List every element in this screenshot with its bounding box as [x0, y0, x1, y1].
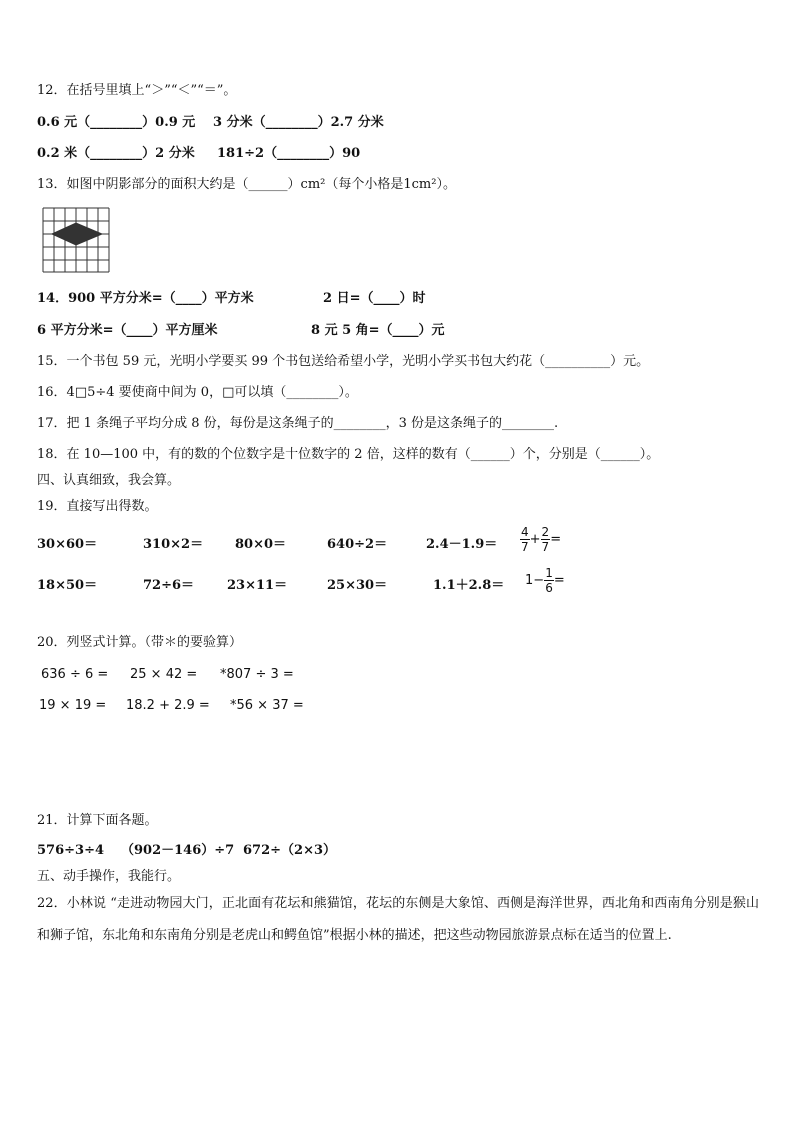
q21-item: （902－146）÷7	[121, 843, 235, 858]
q19-fraction-2	[525, 566, 565, 606]
q20-item: *56 × 37 =	[230, 698, 304, 713]
q21-title: 21．计算下面各题。	[37, 813, 158, 828]
section4-title: 四、认真细致，我会算。	[37, 473, 181, 488]
q12-row1b: 3 分米（________）2.7 分米	[213, 115, 384, 130]
q19-row2	[37, 577, 777, 617]
q15-text: 15．一个书包 59 元，光明小学要买 99 个书包送给希望小学，光明小学买书包大约花（__________）元。	[37, 354, 650, 369]
q19-title: 19．直接写出得数。	[37, 499, 158, 514]
q12-title: 12．在括号里填上“＞”“＜”“＝”。	[37, 83, 237, 98]
q12-row2a: 0.2 米（________）2 分米	[37, 146, 195, 161]
q21-item: 576÷3÷4	[37, 843, 105, 858]
q20-row2	[37, 697, 777, 737]
q14-row2b: 8 元 5 角=（____）元	[311, 323, 445, 338]
q19-item: 80×0＝	[235, 537, 287, 552]
q12-row2b: 181÷2（________）90	[217, 146, 361, 161]
frac-eq: =	[550, 532, 562, 547]
frac-eq: =	[553, 573, 565, 588]
q20-item: *807 ÷ 3 =	[220, 667, 294, 682]
q20-item: 25 × 42 =	[130, 667, 198, 682]
q19-item: 310×2＝	[143, 537, 204, 552]
q19-item: 72÷6＝	[143, 578, 195, 593]
q14-row1b: 2 日=（____）时	[323, 291, 426, 306]
q14-row1a: 14．900 平方分米=（____）平方米	[37, 291, 254, 306]
q21-item: 672÷（2×3）	[243, 843, 337, 858]
q22-text: 22．小林说 “走进动物园大门，正北面有花坛和熊猫馆，花坛的东侧是大象馆、西侧是海洋世界，西北角和西南角分别是猴山和狮子馆，东北角和东南角分别是老虎山和鳄鱼馆”根据小林的描述，把这些动物园旅游景点标在适当的位置上.	[37, 896, 759, 943]
q14-row2a: 6 平方分米=（____）平方厘米	[37, 323, 218, 338]
frac-numerator: 2	[541, 525, 550, 539]
q18-text: 18．在 10—100 中，有的数的个位数字是十位数字的 2 倍，这样的数有（______）个，分别是（______）。	[37, 447, 660, 462]
shaded-diamond	[52, 223, 102, 245]
section5-title: 五、动手操作，我能行。	[37, 869, 181, 884]
frac-denominator: 6	[545, 581, 553, 595]
q19-item: 1.1＋2.8＝	[433, 578, 505, 593]
frac-numerator: 4	[521, 525, 529, 539]
frac-whole: 1	[525, 573, 534, 588]
q19-item: 23×11＝	[227, 578, 288, 593]
frac-op: −	[533, 573, 545, 588]
q20-item: 19 × 19 =	[39, 698, 107, 713]
frac-denominator: 7	[521, 540, 529, 554]
q19-item: 25×30＝	[327, 578, 388, 593]
q19-row1	[37, 536, 777, 576]
frac-numerator: 1	[545, 566, 553, 580]
frac-op: +	[529, 532, 541, 547]
q19-item: 2.4－1.9＝	[426, 537, 498, 552]
q13-title: 13．如图中阴影部分的面积大约是（______）cm²（每个小格是1cm²）。	[37, 177, 456, 192]
q20-item: 18.2 + 2.9 =	[126, 698, 210, 713]
q19-item: 30×60＝	[37, 537, 98, 552]
q16-text: 16．4□5÷4 要使商中间为 0，□可以填（________）。	[37, 385, 358, 400]
q20-item: 636 ÷ 6 =	[41, 667, 109, 682]
q12-row1a: 0.6 元（________）0.9 元	[37, 115, 196, 130]
q17-text: 17．把 1 条绳子平均分成 8 份，每份是这条绳子的________，3 份是这条绳子的________.	[37, 416, 559, 431]
grid-figure	[42, 207, 110, 273]
q19-item: 18×50＝	[37, 578, 98, 593]
q20-title: 20．列竖式计算。（带＊的要验算）	[37, 635, 243, 650]
q19-fraction-1	[520, 525, 561, 565]
frac-denominator: 7	[541, 540, 550, 554]
q19-item: 640÷2＝	[327, 537, 388, 552]
